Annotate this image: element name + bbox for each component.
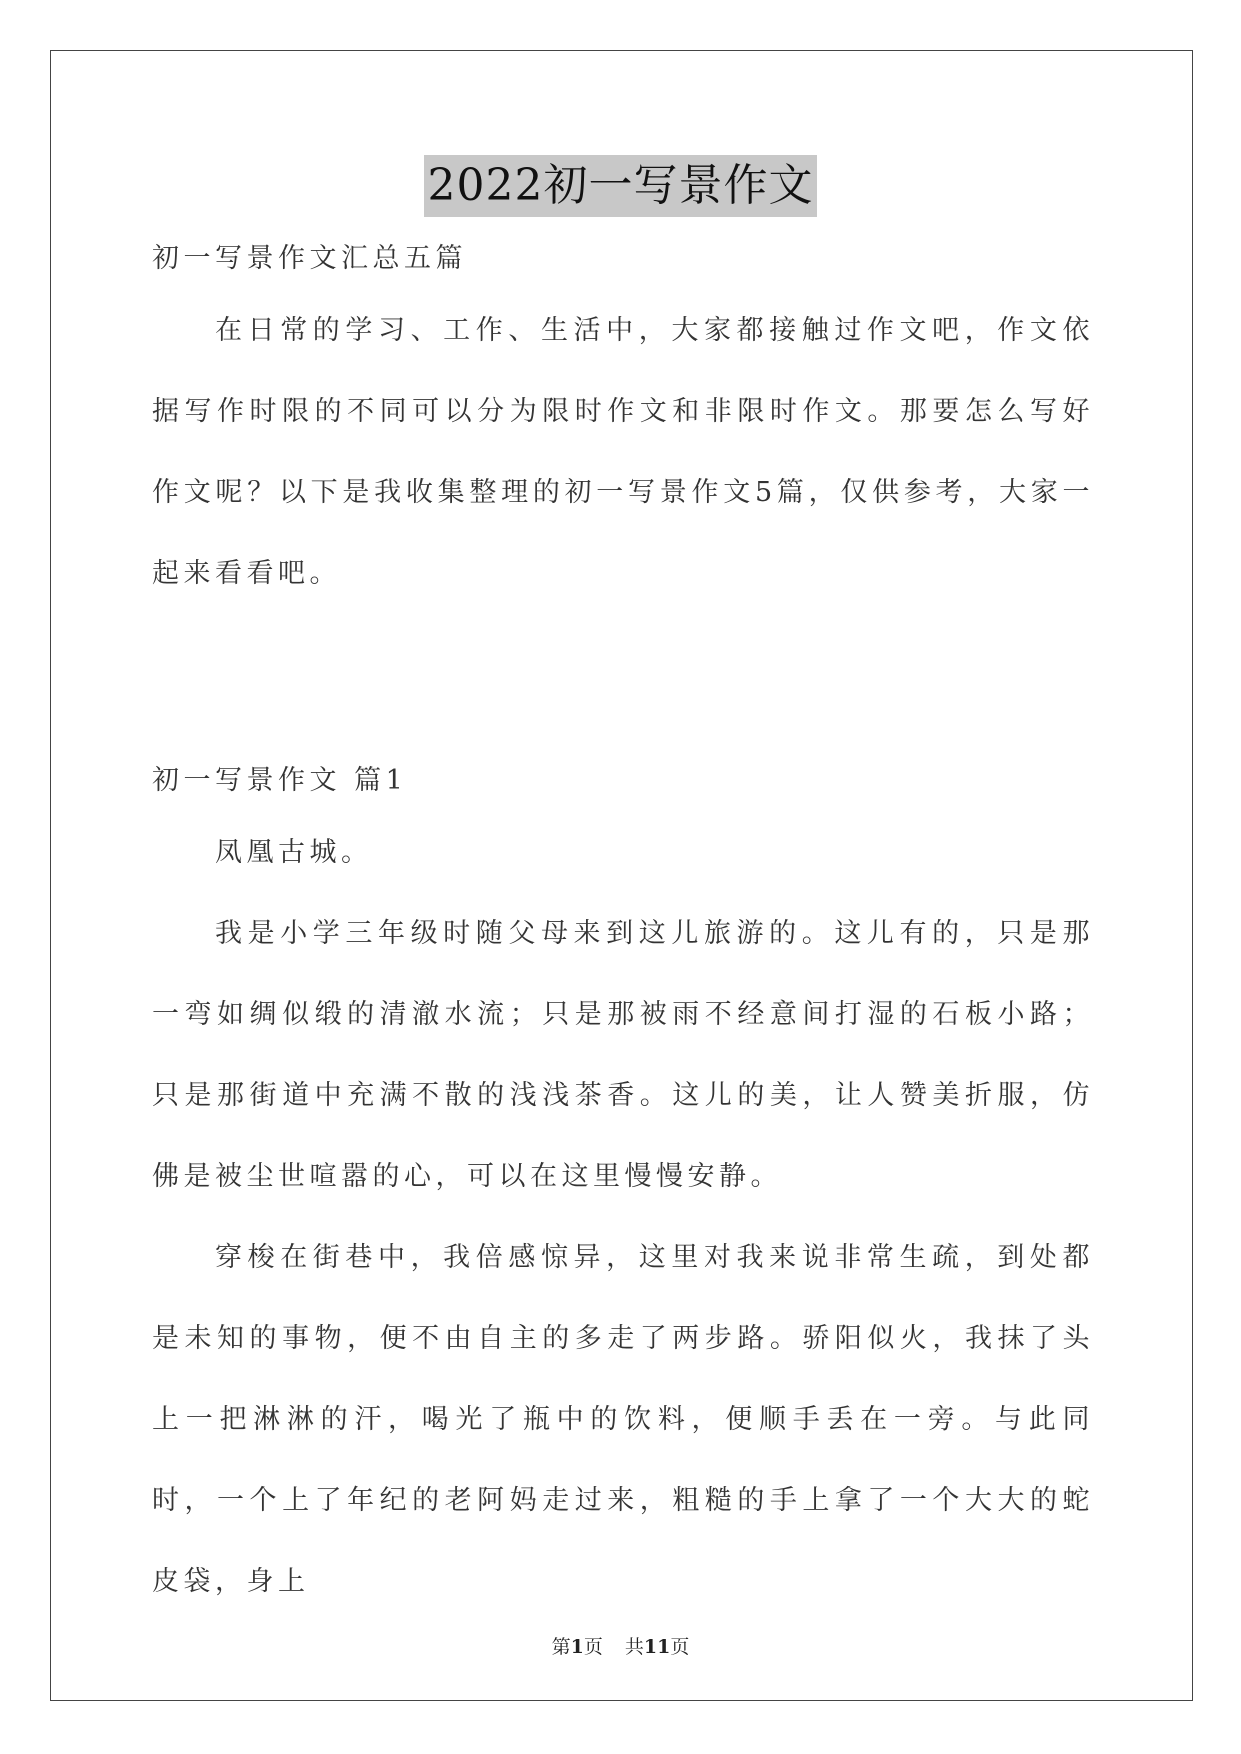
paragraph-2: 我是小学三年级时随父母来到这儿旅游的。这儿有的，只是那一弯如绸似缎的清澈水流；只是那被雨不经意间打湿的石板小路；只是那街道中充满不散的浅浅茶香。这儿的美，让人赞美折服，仿佛是被尘世喧嚣的心，可以在这里慢慢安静。 [152,918,1094,1192]
paragraph-1: 凤凰古城。 [215,837,373,868]
paragraph-3: 穿梭在街巷中，我倍感惊异，这里对我来说非常生疏，到处都是未知的事物，便不由自主的多走了两步路。骄阳似火，我抹了头上一把淋淋的汗，喝光了瓶中的饮料，便顺手丢在一旁。与此同时，一个上了年纪的老阿妈走过来，粗糙的手上拿了一个大大的蛇皮袋，身上 [152,1242,1094,1597]
intro-paragraph: 在日常的学习、工作、生活中，大家都接触过作文吧，作文依据写作时限的不同可以分为限时作文和非限时作文。那要怎么写好作文呢？以下是我收集整理的初一写景作文5篇，仅供参考，大家一起来看看吧。 [152,315,1094,589]
section-heading: 初一写景作文 篇1 [152,765,408,796]
footer-total-prefix: 共 [624,1636,644,1658]
footer-current-page: 1 [570,1636,584,1658]
title-container [0,155,1241,217]
page-footer [0,1632,1241,1659]
footer-total-unit: 页 [670,1636,690,1658]
document-title: 2022初一写景作文 [424,155,818,217]
footer-page-unit: 页 [583,1636,603,1658]
footer-prefix: 第 [551,1636,571,1658]
footer-total-pages: 11 [643,1636,671,1658]
document-subtitle: 初一写景作文汇总五篇 [152,243,467,274]
